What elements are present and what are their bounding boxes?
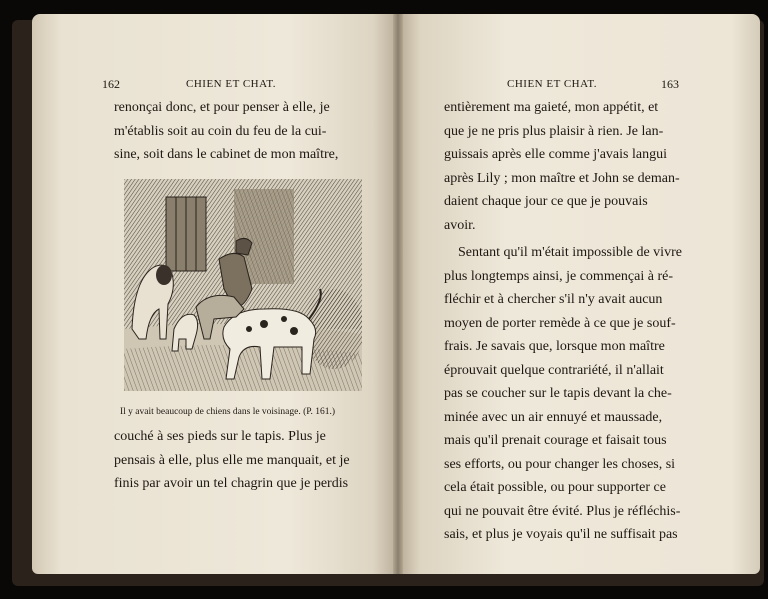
text-line: plus longtemps ainsi, je commençai à ré- <box>444 268 673 284</box>
text-line: avoir. <box>444 217 476 233</box>
open-book <box>12 14 764 590</box>
text-line: mais qu'il prenait courage et faisait tous <box>444 433 667 448</box>
right-paragraph-1 <box>444 96 678 237</box>
text-line: après Lily ; mon maître et John se deman- <box>444 170 680 186</box>
illustration-caption: Il y avait beaucoup de chiens dans le voisinage. (P. 161.) <box>120 407 336 417</box>
page-number-left: 162 <box>102 77 120 91</box>
text-line: renonçai donc, et pour penser à elle, je <box>114 100 330 115</box>
text-line: pensais à elle, plus elle me manquait, et je <box>114 452 350 468</box>
text-line: ses efforts, ou pour changer les choses, si <box>444 456 676 472</box>
text-line: guissais après elle comme j'avais langui <box>444 147 667 162</box>
text-line: sais, et plus je voyais qu'il ne suffisait pas <box>444 527 678 542</box>
right-paragraph-2 <box>444 241 682 547</box>
text-line: éprouvait quelque contrariété, il n'allait <box>444 362 664 378</box>
page-number-right: 163 <box>661 77 679 91</box>
text-line: frais. Je savais que, lorsque mon maître <box>444 339 665 354</box>
left-bottom-paragraph <box>114 425 348 496</box>
text-line: cela était possible, ou pour supporter ce <box>444 480 666 495</box>
text-line: m'établis soit au coin du feu de la cui- <box>114 123 327 139</box>
text-line: couché à ses pieds sur le tapis. Plus je <box>114 429 326 444</box>
text-line: pas se coucher sur le tapis devant la che- <box>444 386 672 401</box>
text-line: finis par avoir un tel chagrin que je perdis <box>114 476 349 491</box>
text-line: moyen de porter remède à ce que je souf- <box>444 315 676 331</box>
dogs-engraving-image <box>124 179 362 391</box>
text-line: entièrement ma gaieté, mon appétit, et <box>444 100 659 115</box>
text-line: que je ne pris plus plaisir à rien. Je lan- <box>444 123 664 139</box>
text-line: Sentant qu'il m'était impossible de vivre <box>458 245 682 260</box>
running-head-left: CHIEN ET CHAT. <box>186 78 277 90</box>
left-top-paragraph <box>114 96 348 167</box>
running-head-right: CHIEN ET CHAT. <box>507 78 598 90</box>
text-line: minée avec un air ennuyé et maussade, <box>444 409 663 425</box>
text-line: sine, soit dans le cabinet de mon maître, <box>114 147 339 162</box>
engraving-illustration <box>124 179 362 391</box>
text-line: daient chaque jour ce que je pouvais <box>444 194 648 209</box>
text-line: qui ne pouvait être évité. Plus je réfléchis- <box>444 503 681 519</box>
text-line: fléchir et à chercher s'il n'y avait aucun <box>444 292 663 307</box>
book-spine <box>393 14 403 574</box>
